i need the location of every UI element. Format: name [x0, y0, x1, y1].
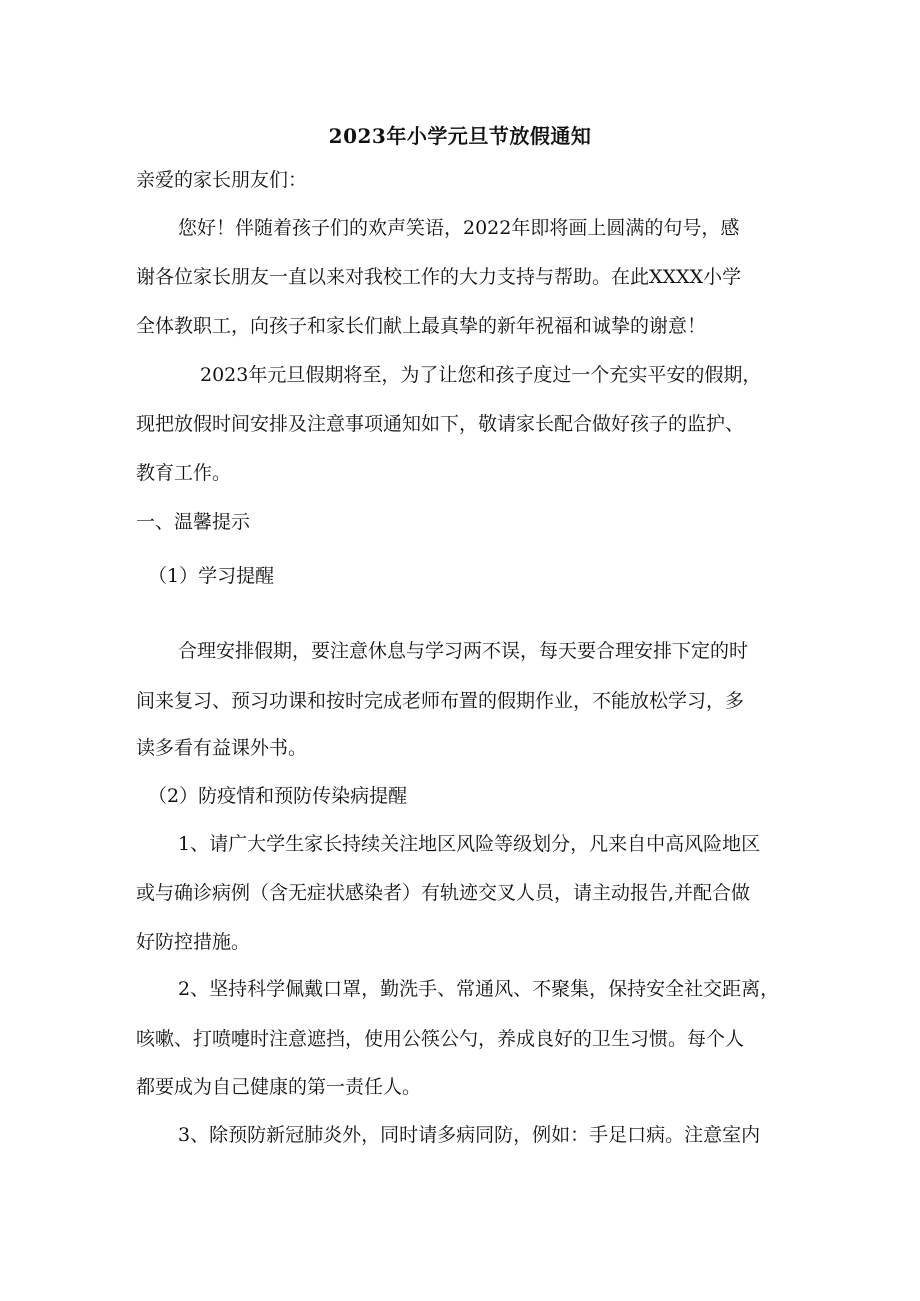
salutation: 亲爱的家长朋友们：: [136, 169, 308, 191]
notice-line-1: 2023年元旦假期将至，为了让您和孩子度过一个充实平安的假期，: [200, 364, 762, 386]
intro-line-1: 您好！伴随着孩子们的欢声笑语，2022年即将画上圆满的句号，感: [178, 217, 740, 239]
intro-line-2: 谢各位家长朋友一直以来对我校工作的大力支持与帮助。在此XXXX小学: [136, 266, 742, 288]
item2-line-3: 都要成为自己健康的第一责任人。: [136, 1076, 422, 1098]
subheading-study: （1）学习提醒: [148, 565, 275, 587]
document-title: 2023年小学元旦节放假通知: [328, 124, 592, 148]
notice-line-2: 现把放假时间安排及注意事项通知如下，敬请家长配合做好孩子的监护、: [136, 413, 745, 435]
item1-line-3: 好防控措施。: [136, 931, 251, 953]
item1-line-1: 1、请广大学生家长持续关注地区风险等级划分，凡来自中高风险地区: [178, 833, 761, 855]
item3-line-1: 3、除预防新冠肺炎外，同时请多病同防，例如：手足口病。注意室内: [178, 1124, 761, 1146]
item2-line-2: 咳嗽、打喷嚏时注意遮挡，使用公筷公勺，养成良好的卫生习惯。每个人: [136, 1028, 745, 1050]
notice-line-3: 教育工作。: [136, 462, 232, 484]
study-line-3: 读多看有益课外书。: [136, 737, 308, 759]
study-line-1: 合理安排假期，要注意休息与学习两不误，每天要合理安排下定的时: [178, 640, 749, 662]
subheading-epidemic: （2）防疫情和预防传染病提醒: [148, 785, 408, 807]
item2-line-1: 2、坚持科学佩戴口罩，勤洗手、常通风、不聚集，保持安全社交距离，: [178, 978, 780, 1000]
item1-line-2: 或与确诊病例（含无症状感染者）有轨迹交叉人员，请主动报告,并配合做: [136, 882, 751, 904]
intro-line-3: 全体教职工，向孩子和家长们献上最真挚的新年祝福和诚挚的谢意！: [136, 315, 707, 337]
section-heading-1: 一、温馨提示: [136, 511, 251, 533]
study-line-2: 间来复习、预习功课和按时完成老师布置的假期作业，不能放松学习，多: [136, 690, 745, 712]
